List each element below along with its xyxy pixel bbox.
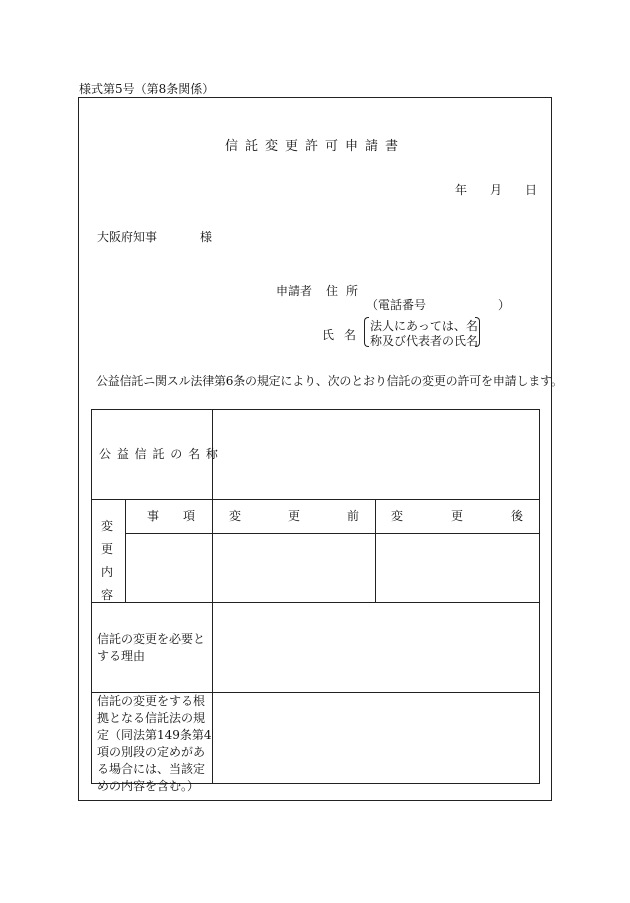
form-number-label: 様式第5号（第8条関係） bbox=[79, 82, 215, 96]
legal-basis-value[interactable] bbox=[213, 693, 539, 783]
after-column-header-1: 変 bbox=[391, 509, 404, 523]
change-details-table bbox=[91, 409, 540, 793]
table-border-left bbox=[91, 409, 92, 784]
phone-close-paren: ） bbox=[498, 298, 511, 312]
before-column-header-3: 前 bbox=[347, 509, 360, 523]
legal-basis-label: 信託の変更をする根 拠となる信託法の規 定（同法第149条第4 項の別段の定めがあ る場合には、当該定 めの内容を含む。） bbox=[97, 694, 212, 793]
corporation-note-line-2: 称及び代表者の氏名 bbox=[370, 334, 479, 348]
reason-label: 信託の変更を必要と する理由 bbox=[97, 632, 206, 663]
date-year-label: 年 bbox=[455, 183, 468, 197]
date-day-label: 日 bbox=[525, 183, 538, 197]
after-column-header-2: 更 bbox=[451, 509, 464, 523]
trust-name-label: 公 益 信 託 の 名 称 bbox=[99, 447, 219, 461]
before-column-header-1: 変 bbox=[229, 509, 242, 523]
application-statement: 公益信託ニ関スル法律第6条の規定により、次のとおり信託の変更の許可を申請します。 bbox=[96, 374, 563, 388]
left-bracket bbox=[364, 317, 369, 347]
phone-label: （電話番号 bbox=[366, 298, 427, 312]
table-border-right bbox=[539, 409, 540, 784]
reason-value[interactable] bbox=[213, 603, 539, 692]
change-after-value[interactable] bbox=[376, 534, 539, 602]
document-title: 信託変更許可申請書 bbox=[224, 139, 405, 154]
name-label: 氏名 bbox=[322, 328, 367, 342]
before-column-header-2: 更 bbox=[288, 509, 301, 523]
address-label: 住所 bbox=[326, 284, 367, 298]
change-before-value[interactable] bbox=[213, 534, 375, 602]
change-item-value[interactable] bbox=[126, 534, 212, 602]
after-column-header-3: 後 bbox=[511, 509, 524, 523]
change-content-label: 変 更 内 容 bbox=[101, 519, 114, 602]
addressee-suffix: 様 bbox=[200, 230, 213, 244]
table-row-line-1 bbox=[91, 499, 540, 500]
item-column-header: 事 項 bbox=[147, 509, 196, 523]
date-month-label: 月 bbox=[490, 183, 503, 197]
trust-name-value[interactable] bbox=[213, 409, 539, 499]
applicant-label: 申請者 bbox=[276, 284, 313, 298]
addressee-name: 大阪府知事 bbox=[97, 230, 158, 244]
corporation-note-line-1: 法人にあっては、名 bbox=[370, 319, 478, 333]
